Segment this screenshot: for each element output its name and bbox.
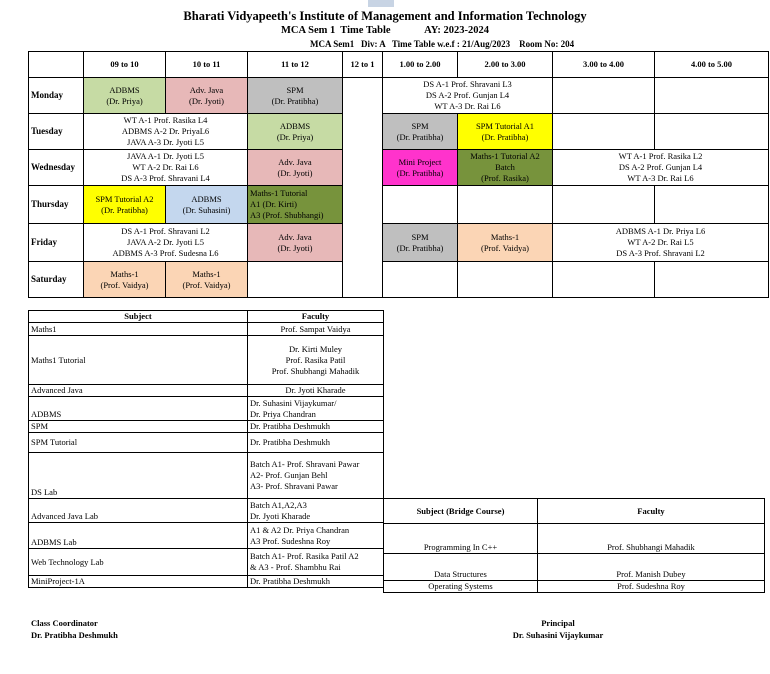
day-label: Monday [29,78,84,114]
day-label: Saturday [29,262,84,298]
subject-row [29,397,384,421]
class-cell: Maths-1 Tutorial A1 (Dr. Kirti) A3 (Prof. Shubhangi) [248,186,343,224]
class-cell: Maths-1 Tutorial A2 Batch (Prof. Rasika) [458,150,553,186]
empty-cell [383,262,458,298]
coordinator-title: Class Coordinator [31,618,98,628]
empty-cell [655,78,769,114]
empty-cell [553,114,655,150]
class-cell: ADBMS A-1 Dr. Priya L6 WT A-2 Dr. Rai L5 DS A-3 Prof. Shravani L2 [553,224,769,262]
empty-cell [655,114,769,150]
subject-name: DS Lab [29,453,248,499]
day-label: Wednesday [29,150,84,186]
faculty-header: Faculty [248,311,384,323]
bridge-row [384,581,765,593]
class-cell: Maths-1 (Prof. Vaidya) [84,262,166,298]
empty-cell [655,186,769,224]
empty-cell [383,186,458,224]
class-cell: WT A-1 Prof. Rasika L2 DS A-2 Prof. Gunjan L4 WT A-3 Dr. Rai L6 [553,150,769,186]
slot-header: 4.00 to 5.00 [655,52,769,78]
day-row-monday [29,78,769,114]
subject-name: ADBMS [29,397,248,421]
subject-row [29,421,384,433]
day-row-tuesday [29,114,769,150]
bridge-course-table [383,498,765,593]
slot-header: 1.00 to 2.00 [383,52,458,78]
slot-header: 12 to 1 [343,52,383,78]
bridge-header-row [384,499,765,524]
empty-cell [553,262,655,298]
bridge-faculty-name: Prof. Manish Dubey [538,554,765,581]
timetable-subtitle: MCA Sem 1 Time Table AY: 2023-2024 [281,25,489,36]
slot-header: 09 to 10 [84,52,166,78]
class-cell: Adv. Java (Dr. Jyoti) [166,78,248,114]
slot-header: 3.00 to 4.00 [553,52,655,78]
class-cell: SPM (Dr. Pratibha) [248,78,343,114]
subject-name: Advanced Java Lab [29,499,248,523]
institute-logo [368,0,394,7]
subject-row [29,336,384,385]
class-cell: JAVA A-1 Dr. Jyoti L5 WT A-2 Dr. Rai L6 DS A-3 Prof. Shravani L4 [84,150,248,186]
timetable-grid [28,51,769,298]
faculty-name: Dr. Pratibha Deshmukh [248,421,384,433]
faculty-name: A1 & A2 Dr. Priya Chandran A3 Prof. Sudeshna Roy [248,523,384,549]
subject-header: Subject [29,311,248,323]
coordinator-block [31,617,118,641]
slot-header: 2.00 to 3.00 [458,52,553,78]
day-label: Friday [29,224,84,262]
subject-row [29,385,384,397]
class-cell: ADBMS (Dr. Priya) [84,78,166,114]
day-row-thursday [29,186,769,224]
subject-name: SPM Tutorial [29,433,248,453]
day-row-wednesday [29,150,769,186]
faculty-name: Dr. Jyoti Kharade [248,385,384,397]
class-cell: Maths-1 (Prof. Vaidya) [458,224,553,262]
subject-name: Maths1 Tutorial [29,336,248,385]
bridge-row [384,524,765,554]
subject-faculty-table [28,310,384,588]
lunch-break-cell [343,78,383,298]
bridge-subject-name: Operating Systems [384,581,538,593]
day-row-saturday [29,262,769,298]
day-row-friday [29,224,769,262]
subject-table-header [29,311,384,323]
day-label: Tuesday [29,114,84,150]
class-cell: ADBMS (Dr. Priya) [248,114,343,150]
subject-name: Advanced Java [29,385,248,397]
bridge-subject-name: Data Structures [384,554,538,581]
slot-header: 10 to 11 [166,52,248,78]
class-cell: SPM (Dr. Pratibha) [383,224,458,262]
subject-row [29,576,384,588]
faculty-name: Batch A1- Prof. Shravani Pawar A2- Prof. Gunjan Behl A3- Prof. Shravani Pawar [248,453,384,499]
subject-name: SPM [29,421,248,433]
faculty-name: Dr. Suhasini Vijaykumar/ Dr. Priya Chandran [248,397,384,421]
empty-cell [553,78,655,114]
class-cell: SPM Tutorial A2 (Dr. Pratibha) [84,186,166,224]
timetable-header-row [29,52,769,78]
faculty-name: Dr. Pratibha Deshmukh [248,576,384,588]
subject-row [29,549,384,576]
class-cell: SPM (Dr. Pratibha) [383,114,458,150]
bridge-faculty-header: Faculty [538,499,765,524]
principal-block [508,617,608,641]
subject-row [29,453,384,499]
principal-name: Dr. Suhasini Vijaykumar [512,630,604,640]
bridge-subject-name: Programming In C++ [384,524,538,554]
bridge-subject-header: Subject (Bridge Course) [384,499,538,524]
subject-name: Maths1 [29,323,248,336]
class-cell: WT A-1 Prof. Rasika L4 ADBMS A-2 Dr. PriyaL6 JAVA A-3 Dr. Jyoti L5 [84,114,248,150]
class-cell: Adv. Java (Dr. Jyoti) [248,150,343,186]
subject-row [29,499,384,523]
empty-cell [248,262,343,298]
faculty-name: Dr. Pratibha Deshmukh [248,433,384,453]
slot-header: 11 to 12 [248,52,343,78]
empty-cell [458,186,553,224]
empty-cell [458,262,553,298]
corner-cell [29,52,84,78]
day-label: Thursday [29,186,84,224]
empty-cell [553,186,655,224]
faculty-name: Prof. Sampat Vaidya [248,323,384,336]
class-cell: Mini Project (Dr. Pratibha) [383,150,458,186]
class-cell: Adv. Java (Dr. Jyoti) [248,224,343,262]
bridge-faculty-name: Prof. Shubhangi Mahadik [538,524,765,554]
faculty-name: Dr. Kirti Muley Prof. Rasika Patil Prof. Shubhangi Mahadik [248,336,384,385]
subject-row [29,433,384,453]
coordinator-name: Dr. Pratibha Deshmukh [31,630,118,640]
faculty-name: Batch A1,A2,A3 Dr. Jyoti Kharade [248,499,384,523]
bridge-row [384,554,765,581]
class-cell: DS A-1 Prof. Shravani L2 JAVA A-2 Dr. Jyoti L5 ADBMS A-3 Prof. Sudesna L6 [84,224,248,262]
class-cell: DS A-1 Prof. Shravani L3 DS A-2 Prof. Gunjan L4 WT A-3 Dr. Rai L6 [383,78,553,114]
subject-name: Web Technology Lab [29,549,248,576]
institute-title: Bharati Vidyapeeth's Institute of Management and Information Technology [183,9,587,23]
subject-row [29,523,384,549]
faculty-name: Batch A1- Prof. Rasika Patil A2 & A3 - Prof. Shambhu Rai [248,549,384,576]
timetable-info-line: MCA Sem1 Div: A Time Table w.e.f : 21/Aug/2023 Room No: 204 [310,39,575,49]
principal-title: Principal [541,618,575,628]
class-cell: Maths-1 (Prof. Vaidya) [166,262,248,298]
subject-name: MiniProject-1A [29,576,248,588]
bridge-faculty-name: Prof. Sudeshna Roy [538,581,765,593]
class-cell: ADBMS (Dr. Suhasini) [166,186,248,224]
subject-row [29,323,384,336]
subject-name: ADBMS Lab [29,523,248,549]
class-cell: SPM Tutorial A1 (Dr. Pratibha) [458,114,553,150]
empty-cell [655,262,769,298]
